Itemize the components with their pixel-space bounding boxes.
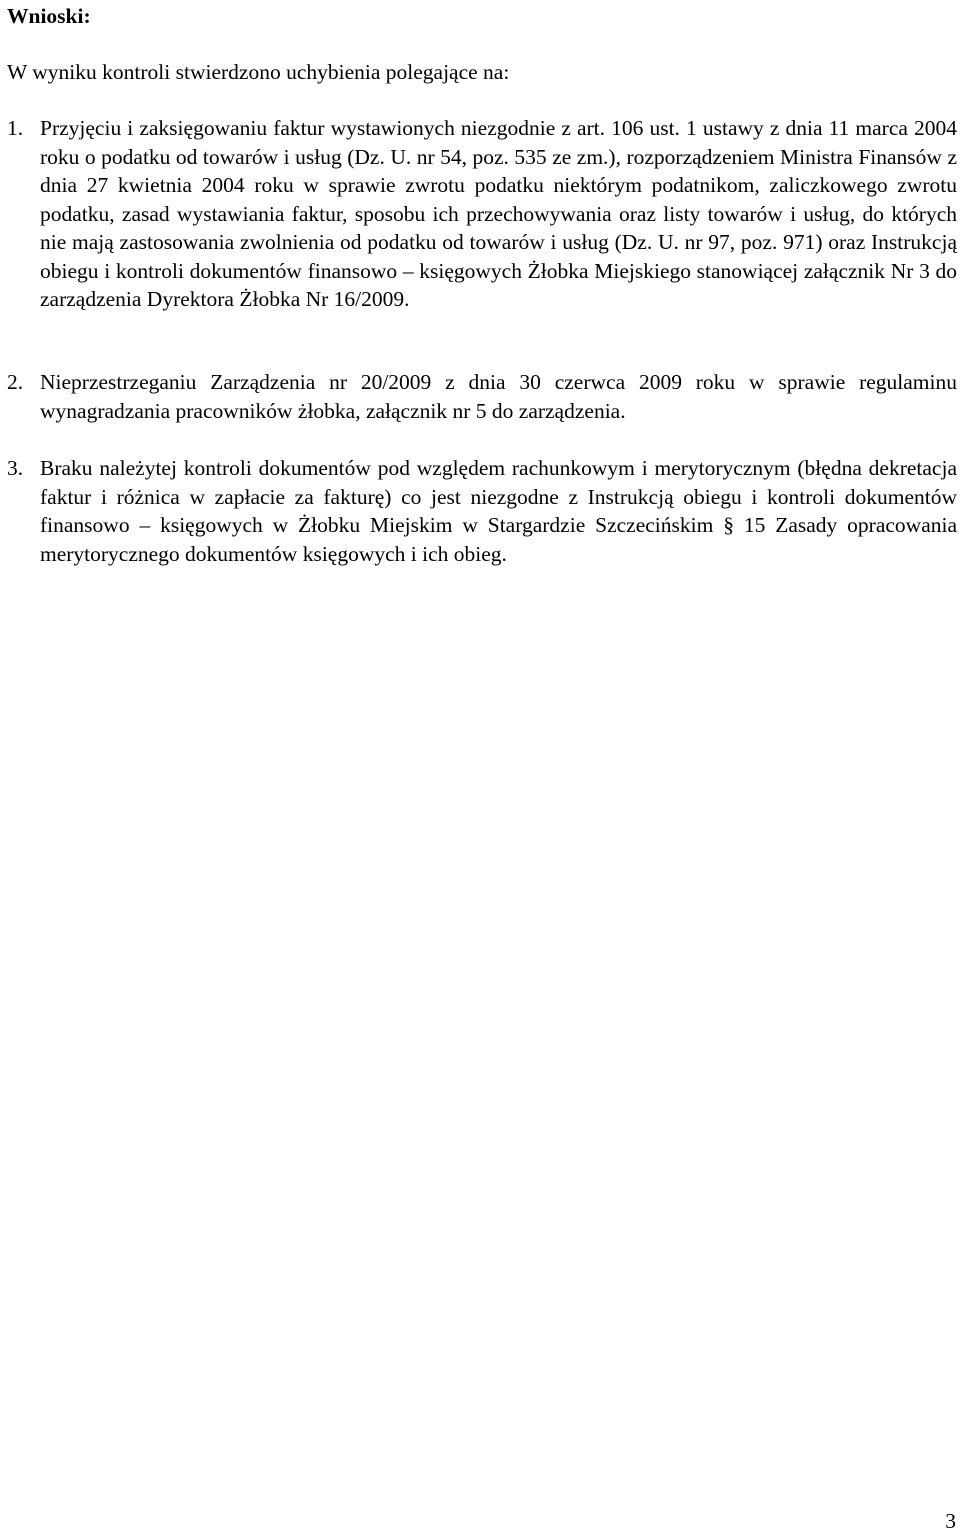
list-item — [7, 368, 957, 425]
intro-paragraph: W wyniku kontroli stwierdzono uchybienia polegające na: — [7, 60, 510, 84]
section-heading: Wnioski: — [7, 4, 91, 28]
list-item-text: Nieprzestrzeganiu Zarządzenia nr 20/2009 z dnia 30 czerwca 2009 roku w sprawie regulaminu wynagradzania pracowników żłobka, załącznik nr 5 do zarządzenia. — [40, 370, 957, 423]
list-item-number: 2. — [7, 370, 24, 394]
list-item-text: Braku należytej kontroli dokumentów pod względem rachunkowym i merytorycznym (błędna dekretacja faktur i różnica w zapłacie za fakturę) co jest niezgodne z Instrukcją obiegu i kontroli dokumentów finansowo – księgowych w Żłobku Miejskim w Stargardzie Szczecińskim § 15 Zasady opracowania merytorycznego dokumentów księgowych i ich obieg. — [40, 456, 957, 566]
list-item — [7, 114, 957, 314]
list-item — [7, 454, 957, 568]
list-item-number: 1. — [7, 116, 24, 140]
page-number: 3 — [945, 1508, 956, 1533]
list-item-number: 3. — [7, 456, 24, 480]
list-item-text: Przyjęciu i zaksięgowaniu faktur wystawionych niezgodnie z art. 106 ust. 1 ustawy z dnia 11 marca 2004 roku o podatku od towarów i usług (Dz. U. nr 54, poz. 535 ze zm.), rozporządzeniem Ministra Finansów z dnia 27 kwietnia 2004 roku w sprawie zwrotu podatku niektórym podatnikom, zaliczkowego zwrotu podatku, zasad wystawiania faktur, sposobu ich przechowywania oraz listy towarów i usług, do których nie mają zastosowania zwolnienia od podatku od towarów i usług (Dz. U. nr 97, poz. 971) oraz Instrukcją obiegu i kontroli dokumentów finansowo – księgowych Żłobka Miejskiego stanowiącej załącznik Nr 3 do zarządzenia Dyrektora Żłobka Nr 16/2009. — [40, 116, 957, 311]
